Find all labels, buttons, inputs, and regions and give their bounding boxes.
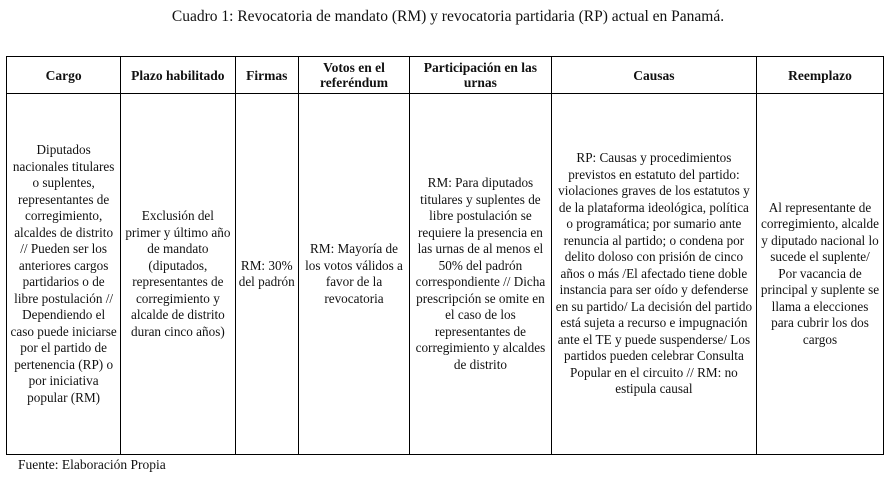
source-note: Fuente: Elaboración Propia bbox=[18, 457, 166, 472]
recall-table bbox=[6, 56, 884, 455]
header-causas: Causas bbox=[551, 57, 756, 94]
cell-plazo: Exclusión del primer y último año de mandato (diputados, representantes de corregimiento y alcalde de distrito duran cinco años) bbox=[121, 94, 235, 455]
header-participacion: Participación en las urnas bbox=[410, 57, 552, 94]
header-votos: Votos en el referéndum bbox=[298, 57, 409, 94]
table-caption: Cuadro 1: Revocatoria de mandato (RM) y revocatoria partidaria (RP) actual en Panamá. bbox=[171, 8, 725, 25]
cell-firmas: RM: 30% del padrón bbox=[235, 94, 298, 455]
cell-causas: RP: Causas y procedimientos previstos en estatuto del partido: violaciones graves de los estatutos y de la plataforma ideológica, política o programática; por sumario ante renuncia al partido; o condena por delito doloso con prisión de cinco años o más /El afectado tiene doble instancia para ser oído y defenderse en su partido/ La decisión del partido está sujeta a recurso e impugnación ante el TE y puede suspenderse/ Los partidos pueden celebrar Consulta Popular en el circuito // RM: no estipula causal bbox=[551, 94, 756, 455]
header-reemplazo: Reemplazo bbox=[757, 57, 884, 94]
cell-cargo: Diputados nacionales titulares o suplentes, representantes de corregimiento, alcaldes de distrito // Pueden ser los anteriores cargos partidarios o de libre postulación // Dependiendo el caso puede iniciarse por el partido de pertenencia (RP) o por iniciativa popular (RM) bbox=[7, 94, 121, 455]
table-row bbox=[7, 94, 884, 455]
cell-participacion: RM: Para diputados titulares y suplentes de libre postulación se requiere la presencia en las urnas de al menos el 50% del padrón correspondiente // Dicha prescripción se omite en el caso de los representantes de corregimiento y alcaldes de distrito bbox=[410, 94, 552, 455]
cell-reemplazo: Al representante de corregimiento, alcalde y diputado nacional lo sucede el suplente/ Por vacancia de principal y suplente se llama a elecciones para cubrir los dos cargos bbox=[757, 94, 884, 455]
header-row bbox=[7, 57, 884, 94]
header-plazo: Plazo habilitado bbox=[121, 57, 235, 94]
cell-votos: RM: Mayoría de los votos válidos a favor de la revocatoria bbox=[298, 94, 409, 455]
header-cargo: Cargo bbox=[7, 57, 121, 94]
header-firmas: Firmas bbox=[235, 57, 298, 94]
